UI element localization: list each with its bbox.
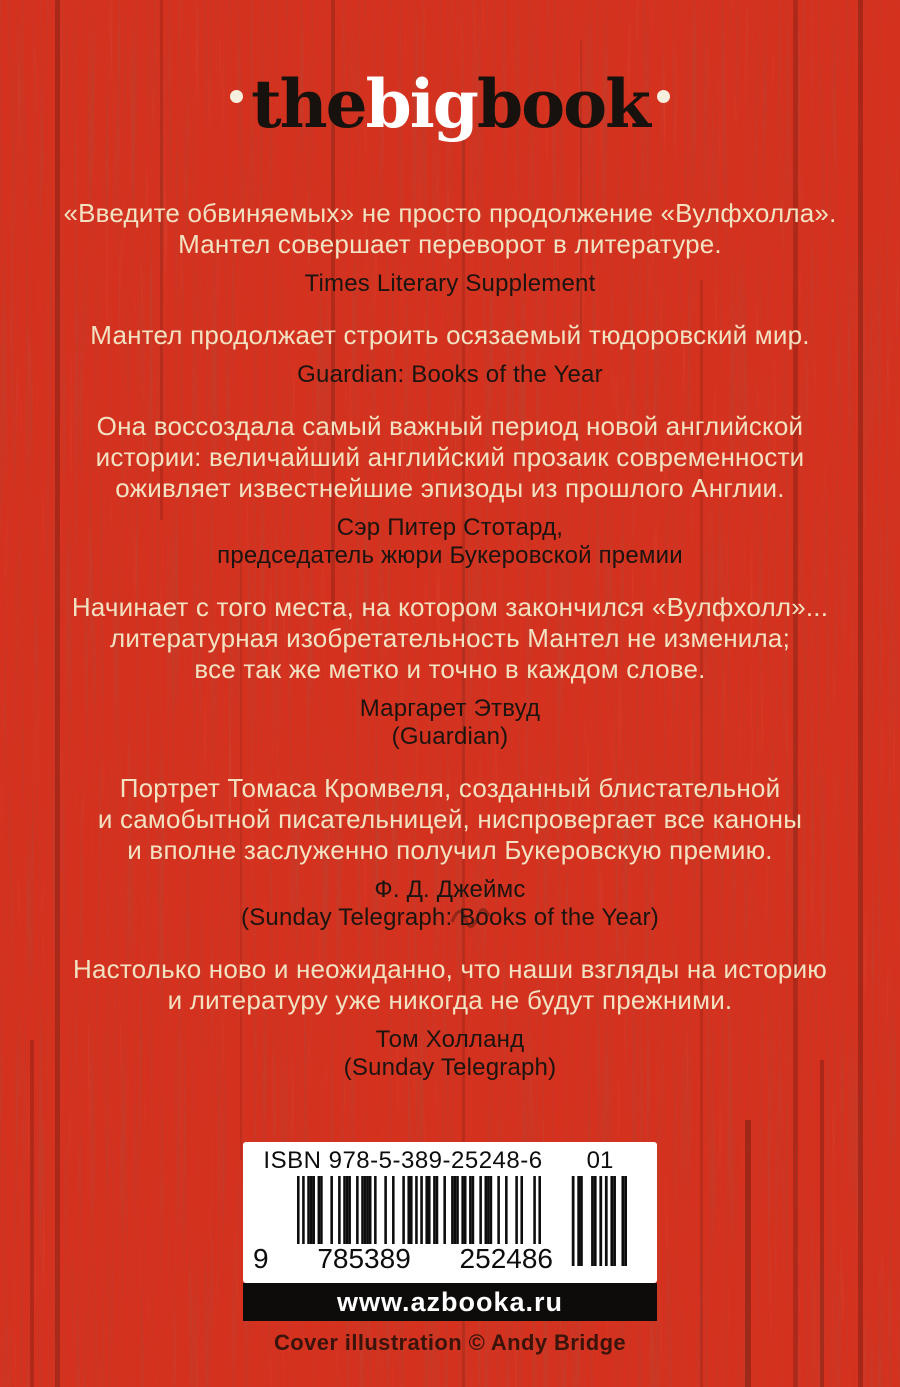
isbn-addon-code: 01 — [586, 1146, 614, 1174]
big-book-logo — [222, 58, 678, 150]
quote-block — [72, 592, 828, 751]
quote-text-line: литературная изобретательность Мантел не изменила; — [109, 623, 790, 653]
ean13-digit-lead: 9 — [253, 1243, 269, 1274]
quote-attribution — [73, 1026, 827, 1082]
ean13-digits — [253, 1244, 553, 1274]
quote-attribution-line: Guardian: Books of the Year — [297, 361, 603, 388]
ean13-bars-icon — [297, 1176, 541, 1244]
quotes-list — [63, 198, 836, 1104]
quote-text-line: Портрет Томаса Кромвеля, созданный блистательной — [119, 773, 781, 803]
ean13-barcode — [253, 1176, 553, 1274]
quote-text — [63, 198, 836, 260]
logo-word-the: the — [251, 65, 366, 143]
ean13-digit-group1: 785389 — [317, 1243, 411, 1274]
ean2-addon-bars-icon — [569, 1176, 627, 1266]
logo-right-dot-icon — [657, 90, 670, 103]
isbn-number: ISBN 978-5-389-25248-6 — [263, 1146, 543, 1174]
quote-text-line: Мантел продолжает строить осязаемый тюдоровский мир. — [90, 320, 810, 350]
quote-attribution-line: Маргарет Этвуд — [359, 695, 541, 722]
quote-text-line: Настолько ново и неожиданно, что наши взгляды на историю — [72, 954, 827, 984]
quote-attribution-line: Том Холланд — [375, 1026, 525, 1053]
quote-text-line: Начинает с того места, на котором закончился «Вулфхолл»... — [71, 592, 829, 622]
quote-text-line: оживляет известнейшие эпизоды из прошлого Англии. — [115, 473, 785, 503]
quote-text-line: «Введите обвиняемых» не просто продолжение «Вулфхолла». — [63, 198, 837, 228]
quote-text — [73, 954, 827, 1016]
quote-text — [90, 320, 809, 351]
publisher-url-bar — [243, 1283, 657, 1321]
isbn-barcode-panel — [243, 1142, 657, 1283]
quote-block — [90, 320, 809, 389]
quote-block — [63, 198, 836, 298]
quote-text — [72, 592, 828, 685]
quote-text-line: и вполне заслуженно получил Букеровскую премию. — [127, 835, 773, 865]
quote-attribution-line: Ф. Д. Джеймс — [374, 876, 526, 903]
quote-block — [96, 411, 805, 570]
quote-attribution — [98, 876, 802, 932]
quote-attribution-line: (Guardian) — [391, 723, 509, 750]
logo-left-dot-icon — [230, 90, 243, 103]
quote-attribution-line: (Sunday Telegraph: Books of the Year) — [241, 904, 659, 931]
quote-text-line: Она воссоздала самый важный период новой английской — [96, 411, 804, 441]
barcode-bars-row — [253, 1176, 647, 1274]
quote-attribution-line: Сэр Питер Стотард, — [336, 514, 564, 541]
logo-word-big: big — [365, 65, 477, 143]
cover-illustration-credit: Cover illustration © Andy Bridge — [273, 1330, 627, 1355]
quote-attribution-line: Times Literary Supplement — [304, 270, 596, 297]
quote-block — [98, 773, 802, 932]
quote-attribution — [96, 514, 805, 570]
quote-text-line: все так же метко и точно в каждом слове. — [194, 654, 706, 684]
quote-text — [96, 411, 805, 504]
ean13-digit-group2: 252486 — [459, 1243, 553, 1274]
quote-attribution — [90, 361, 809, 389]
publisher-url: www.azbooka.ru — [336, 1286, 564, 1317]
quote-text-line: и самобытной писательницей, ниспровергает все каноны — [97, 804, 803, 834]
logo-word-book: book — [476, 65, 649, 143]
quote-text-line: и литературу уже никогда не будут прежними. — [167, 985, 733, 1015]
quote-text-line: Мантел совершает переворот в литературе. — [178, 229, 722, 259]
quote-block — [73, 954, 827, 1082]
quote-text — [98, 773, 802, 866]
isbn-row — [253, 1147, 647, 1174]
quote-attribution — [72, 695, 828, 751]
quote-text-line: истории: величайший английский прозаик современности — [95, 442, 805, 472]
quote-attribution-line: председатель жюри Букеровской премии — [217, 542, 683, 569]
quote-attribution — [63, 270, 836, 298]
quote-attribution-line: (Sunday Telegraph) — [343, 1054, 557, 1081]
